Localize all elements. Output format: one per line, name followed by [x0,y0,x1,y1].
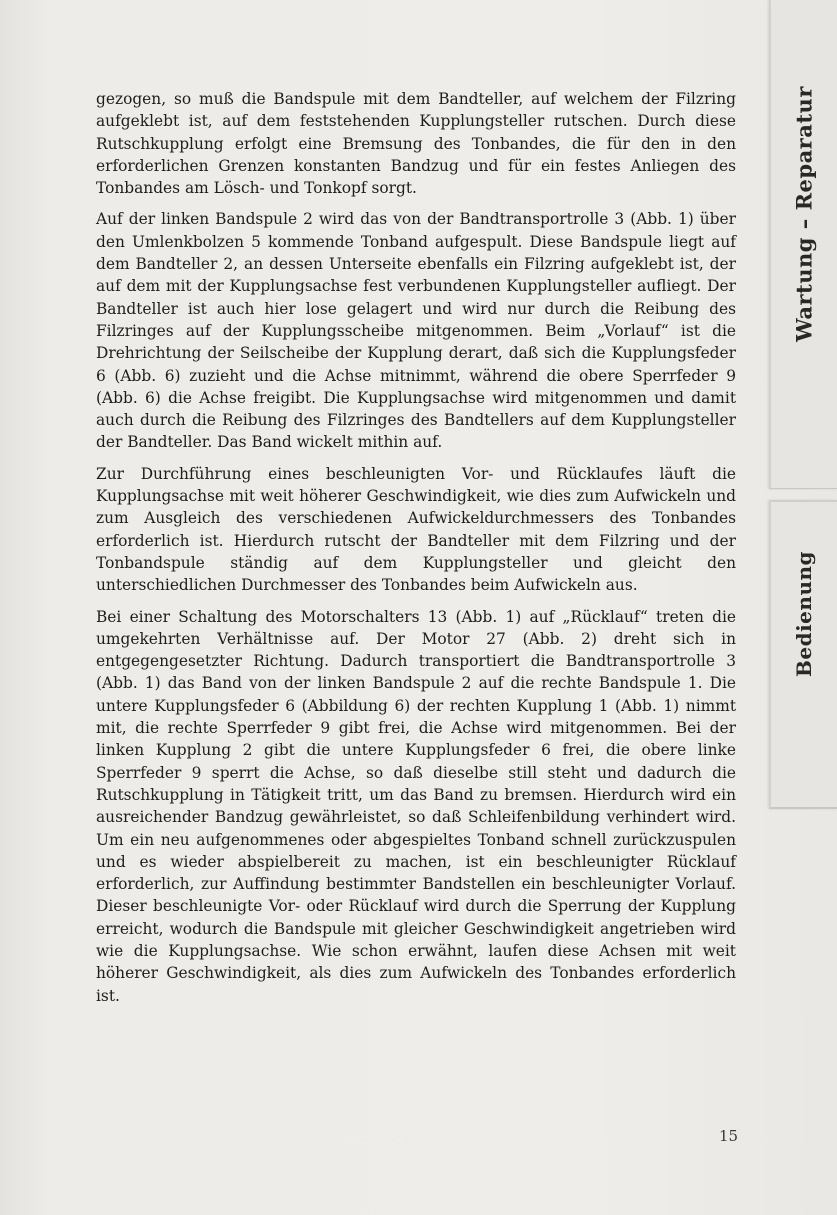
section-tab-maintenance-repair[interactable] [769,0,837,489]
paragraph-1: gezogen, so muß die Bandspule mit dem Bandteller, auf welchem der Filzring aufgeklebt ist, auf dem feststehenden Kupplungsteller rutschen. Durch diese Rutschkupplung erfolgt eine Bremsung des Tonbandes, die für den in den erforderlichen Grenzen konstanten Bandzug und für ein festes Anliegen des Tonbandes am Lösch- und Tonkopf sorgt. [96,90,736,198]
paragraph-3: Zur Durchführung eines beschleunigten Vor- und Rücklaufes läuft die Kupplungsachse mit weit höherer Geschwindigkeit, wie dies zum Aufwickeln und zum Ausgleich des verschiedenen Aufwickeldurchmessers des Tonbandes erforderlich ist. Hierdurch rutscht der Bandteller mit dem Filzring und der Tonbandspule ständig auf dem Kupplungsteller und gleicht den unterschiedlichen Durchmesser des Tonbandes beim Aufwickeln aus. [96,464,736,595]
section-tab-maintenance-repair-label: Wartung – Reparatur [791,86,817,342]
paragraph-2: Auf der linken Bandspule 2 wird das von der Bandtransportrolle 3 (Abb. 1) über den Umlenkbolzen 5 kommende Tonband aufgespult. Diese Bandspule liegt auf dem Bandteller 2, an dessen Unterseite ebenfalls ein Filzring aufgeklebt ist, der auf dem mit der Kupplungsachse fest verbundenen Kupplungsteller aufliegt. Der Bandteller ist auch hier lose gelagert und wird nur durch die Reibung des Filzringes auf der Kupplungsscheibe mitgenommen. Beim „Vorlauf“ ist die Drehrichtung der Seilscheibe der Kupplung derart, daß sich die Kupplungsfeder 6 (Abb. 6) zuzieht und die Achse mitnimmt, während die obere Sperrfeder 9 (Abb. 6) die Achse freigibt. Die Kupplungsachse wird mitgenommen und damit auch durch die Reibung des Filzringes des Bandtellers auf dem Kupplungsteller der Bandteller. Das Band wickelt mithin auf. [96,210,736,452]
body-text [96,88,736,1016]
section-tab-operation[interactable] [769,500,837,809]
section-tab-operation-label: Bedienung [792,550,816,678]
paragraph-4: Bei einer Schaltung des Motorschalters 13 (Abb. 1) auf „Rücklauf“ treten die umgekehrten Verhältnisse auf. Der Motor 27 (Abb. 2) dreht sich in entgegengesetzter Richtung. Dadurch transportiert die Bandtransportrolle 3 (Abb. 1) das Band von der linken Bandspule 2 auf die rechte Bandspule 1. Die untere Kupplungsfeder 6 (Abbildung 6) der rechten Kupplung 1 (Abb. 1) nimmt mit, die rechte Sperrfeder 9 gibt frei, die Achse wird mitgenommen. Bei der linken Kupplung 2 gibt die untere Kupplungsfeder 6 frei, die obere linke Sperrfeder 9 sperrt die Achse, so daß dieselbe still steht und dadurch die Rutschkupplung in Tätigkeit tritt, um das Band zu bremsen. Hierdurch wird ein ausreichender Bandzug gewährleistet, so daß Schleifenbildung verhindert wird. Um ein neu aufgenommenes oder abgespieltes Tonband schnell zurückzuspulen und es wieder abspielbereit zu machen, ist ein beschleunigter Rücklauf erforderlich, zur Auffindung bestimmter Bandstellen ein beschleunigter Vorlauf. Dieser beschleunigte Vor- oder Rücklauf wird durch die Sperrung der Kupplung erreicht, wodurch die Bandspule mit gleicher Geschwindigkeit angetrieben wird wie die Kupplungsachse. Wie schon erwähnt, laufen diese Achsen mit weit höherer Geschwindigkeit, als dies zum Aufwickeln des Tonbandes erforderlich ist. [96,607,736,1005]
page-number: 15 [719,1127,739,1145]
